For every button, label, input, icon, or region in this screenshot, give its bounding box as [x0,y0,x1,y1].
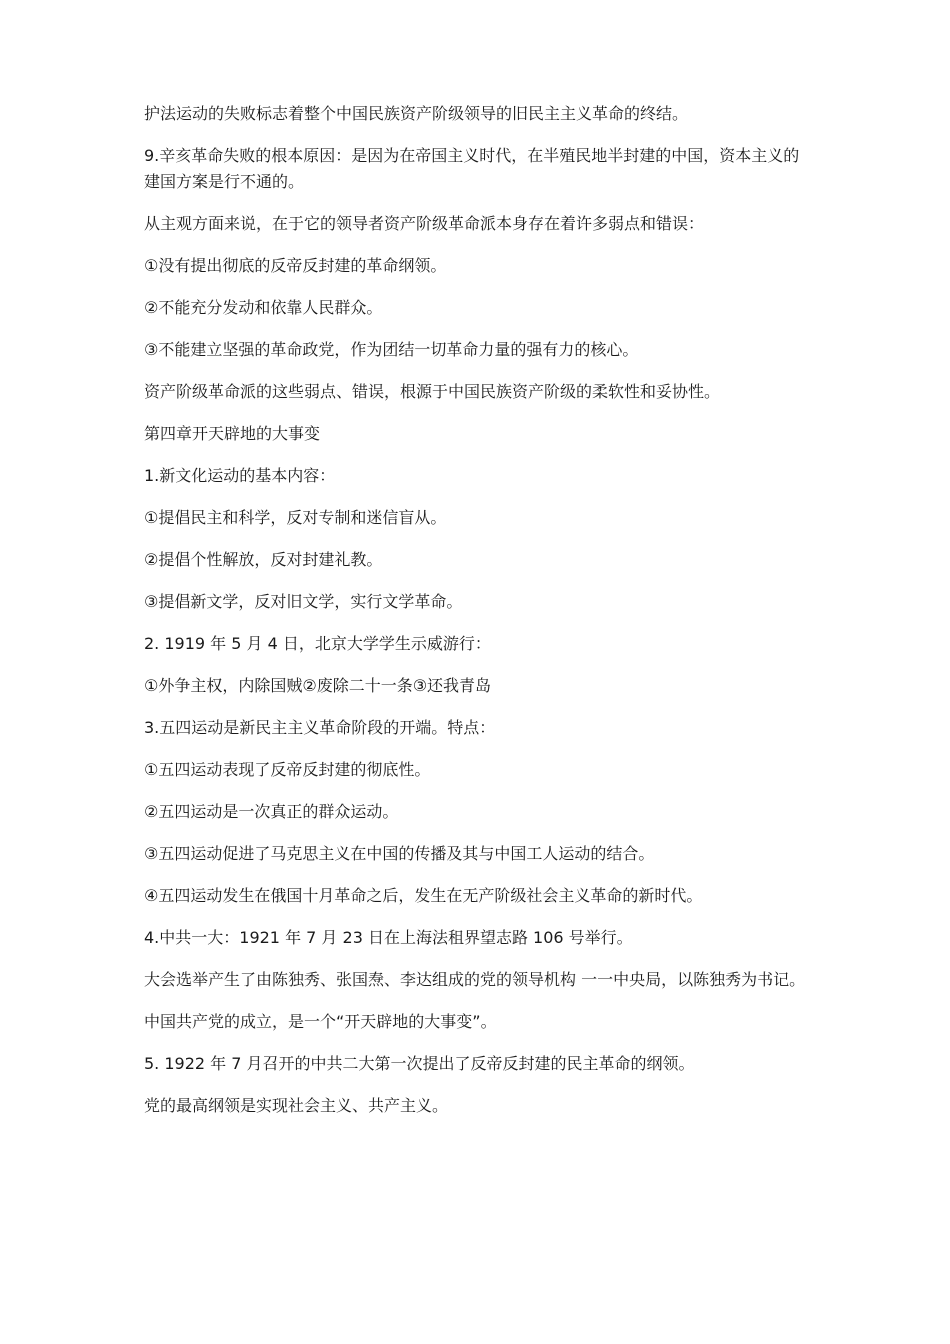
paragraph-19: ④五四运动发生在俄国十月革命之后，发生在无产阶级社会主义革命的新时代。 [144,886,703,905]
paragraph-15: 3.五四运动是新民主主义革命阶段的开端。特点： [144,718,496,737]
paragraph-22: 中国共产党的成立，是一个“开天辟地的大事变”。 [144,1012,497,1031]
paragraph-20: 4.中共一大：1921 年 7 月 23 日在上海法租界望志路 106 号举行。 [144,928,633,947]
paragraph-3: 从主观方面来说，在于它的领导者资产阶级革命派本身存在着许多弱点和错误： [144,214,705,233]
paragraph-5: ②不能充分发动和依靠人民群众。 [144,298,383,317]
chapter-heading: 第四章开天辟地的大事变 [144,424,321,443]
paragraph-18: ③五四运动促进了马克思主义在中国的传播及其与中国工人运动的结合。 [144,844,655,863]
paragraph-6: ③不能建立坚强的革命政党，作为团结一切革命力量的强有力的核心。 [144,340,639,359]
paragraph-13: 2. 1919 年 5 月 4 日，北京大学学生示威游行： [144,634,491,653]
paragraph-2: 9.辛亥革命失败的根本原因：是因为在帝国主义时代，在半殖民地半封建的中国，资本主义的建国方案是行不通的。 [144,146,800,191]
paragraph-12: ③提倡新文学，反对旧文学，实行文学革命。 [144,592,463,611]
paragraph-16: ①五四运动表现了反帝反封建的彻底性。 [144,760,431,779]
paragraph-24: 党的最高纲领是实现社会主义、共产主义。 [144,1096,449,1115]
paragraph-7: 资产阶级革命派的这些弱点、错误，根源于中国民族资产阶级的柔软性和妥协性。 [144,382,721,401]
paragraph-9: 1.新文化运动的基本内容： [144,466,336,485]
document-body [144,101,812,1135]
paragraph-23: 5. 1922 年 7 月召开的中共二大第一次提出了反帝反封建的民主革命的纲领。 [144,1054,695,1073]
paragraph-14: ①外争主权，内除国贼②废除二十一条③还我青岛 [144,676,492,695]
paragraph-17: ②五四运动是一次真正的群众运动。 [144,802,399,821]
paragraph-21: 大会选举产生了由陈独秀、张国焘、李达组成的党的领导机构 一一中央局，以陈独秀为书记。 [144,970,806,989]
paragraph-10: ①提倡民主和科学，反对专制和迷信盲从。 [144,508,447,527]
paragraph-4: ①没有提出彻底的反帝反封建的革命纲领。 [144,256,447,275]
paragraph-1: 护法运动的失败标志着整个中国民族资产阶级领导的旧民主主义革命的终结。 [144,104,689,123]
paragraph-11: ②提倡个性解放，反对封建礼教。 [144,550,383,569]
